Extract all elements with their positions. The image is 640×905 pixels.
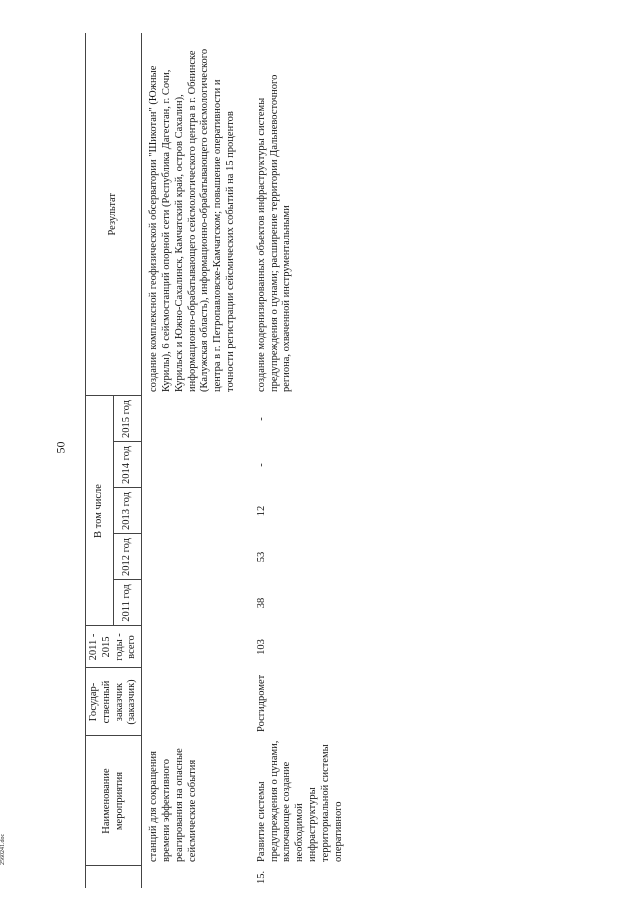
header-name: Наименование мероприятия	[86, 736, 142, 866]
row-total: 103	[255, 639, 267, 655]
row-2012: 53	[255, 551, 267, 563]
row-name: Развитие системы предупреждения о цунами, включающее создание необходимой инфраструктуры территориальной системы оперативного	[255, 740, 344, 862]
header-year-2015: 2015 год	[114, 396, 142, 442]
row-total	[142, 626, 246, 668]
footer-filename: 2560241.doc	[0, 833, 6, 865]
table-row	[246, 33, 349, 888]
row-2015: -	[255, 417, 267, 421]
header-customer: Государ-ственный заказчик (заказчик)	[86, 668, 142, 736]
row-2013	[142, 488, 246, 534]
row-2012	[142, 534, 246, 580]
header-year-2014: 2014 год	[114, 442, 142, 488]
row-2011: 38	[255, 597, 267, 609]
events-table-rotated	[85, 33, 555, 888]
row-customer	[142, 668, 246, 736]
header-year-2013: 2013 год	[114, 488, 142, 534]
events-table	[85, 33, 348, 888]
header-year-2011: 2011 год	[114, 580, 142, 626]
header-row-1	[86, 33, 114, 888]
row-result: создание комплексной геофизической обсерватории "Шикотан" (Южные Курилы), 6 сейсмостанций опорной сети (Республика Дагестан, г. Сочи, Курильск и Южно-Сахалинск, Камчатский край, остров Сахалин), информационно-обрабатывающего сейсмологического центра в г. Обнинске (Калужская область), информационно-обрабатывающего сейсмологического центра в г. Петропавловске-Камчатском; повышение оперативности и точности регистрации сейсмических событий на 15 процентов	[148, 48, 236, 392]
row-number: 15.	[255, 870, 267, 884]
header-number-cell	[86, 866, 142, 888]
row-number	[142, 866, 246, 888]
row-result: создание модернизированных объектов инфраструктуры системы предупреждения о цунами; расширение территории Дальневосточного региона, охваченной инструментальными	[255, 74, 293, 392]
header-total: 2011 - 2015 годы - всего	[86, 626, 142, 668]
row-2014	[142, 442, 246, 488]
table-row	[142, 33, 246, 888]
page-number: 50	[53, 441, 68, 454]
header-year-2012: 2012 год	[114, 534, 142, 580]
header-result: Результат	[86, 33, 142, 396]
row-2011	[142, 580, 246, 626]
row-name: станций для сокращения времени эффективного реагирования на опасные сейсмические события	[148, 748, 198, 862]
row-2014: -	[255, 463, 267, 467]
header-group: В том числе	[86, 396, 114, 626]
row-customer: Росгидромет	[255, 674, 267, 732]
row-2015	[142, 396, 246, 442]
row-2013: 12	[255, 505, 267, 517]
